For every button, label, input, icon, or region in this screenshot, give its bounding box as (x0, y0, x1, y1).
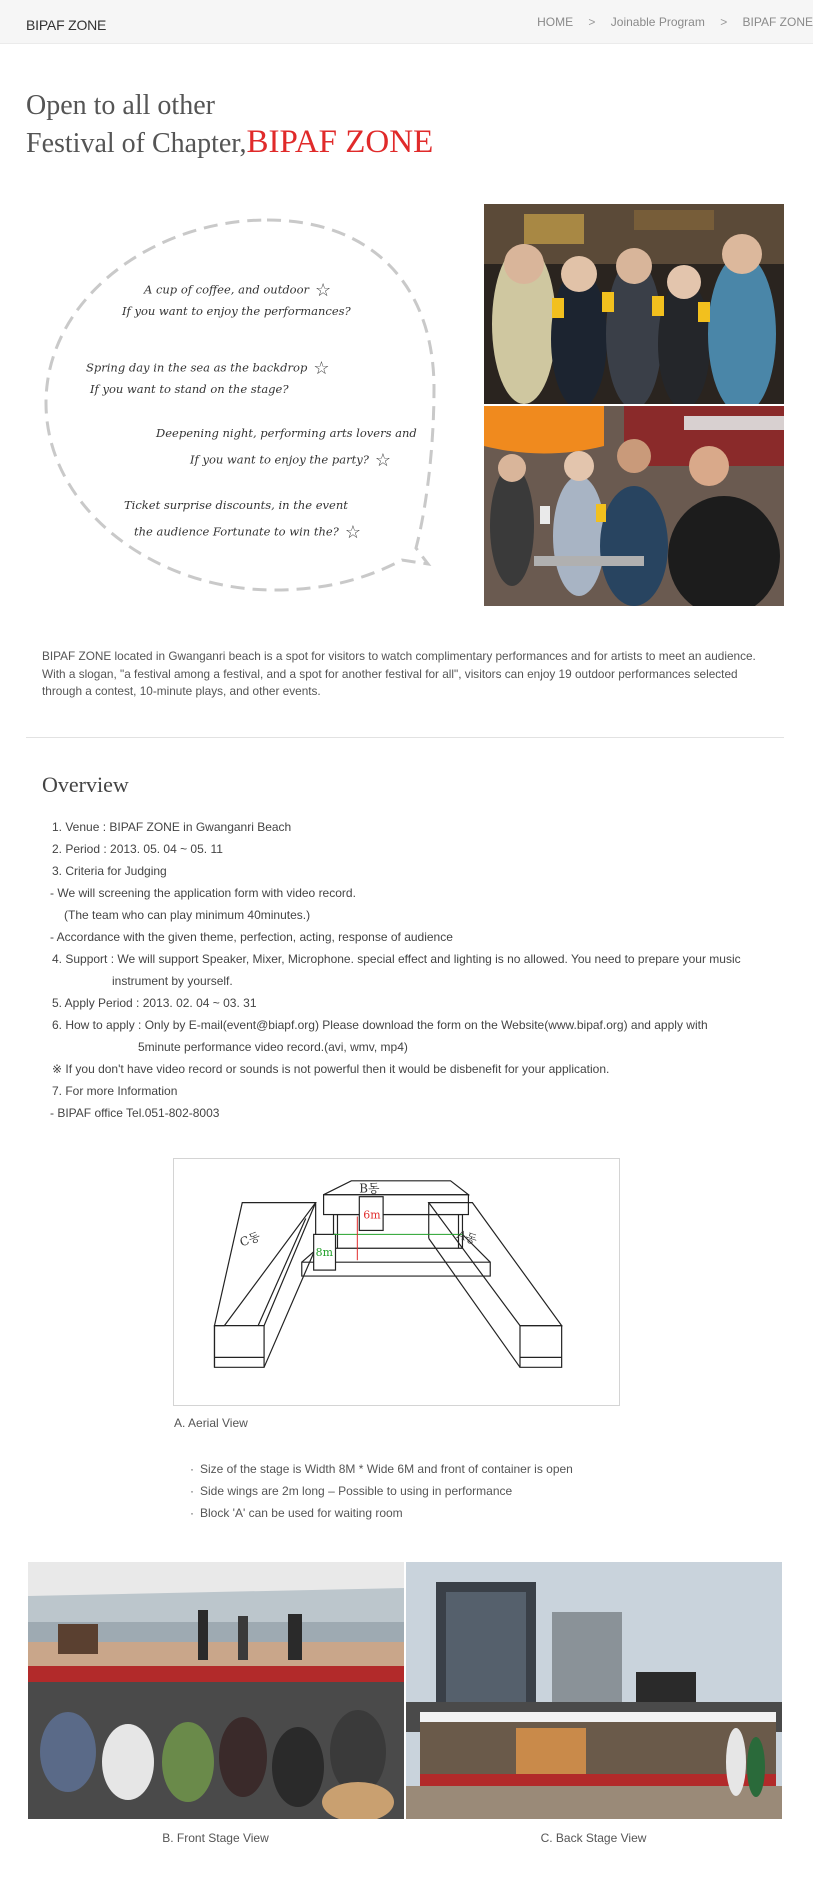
overview-item: 5minute performance video record.(avi, wmv, mp4) (138, 1040, 408, 1054)
stage-diagram (174, 1159, 619, 1405)
headline-line-2-text: Festival of Chapter, (26, 128, 247, 159)
star-icon: ☆ (313, 358, 330, 379)
bubble-line-5: Deepening night, performing arts lovers and (156, 426, 417, 440)
block-a-top (429, 1203, 562, 1326)
overview-item: instrument by yourself. (112, 974, 233, 988)
chevron-right-icon: > (720, 15, 728, 29)
aerial-view-diagram (173, 1158, 620, 1406)
top-bar (0, 0, 813, 44)
bubble-line-3 (86, 358, 329, 379)
star-icon: ☆ (344, 522, 361, 543)
bubble-text-6: If you want to enjoy the party? (190, 452, 369, 467)
bubble-text-8: the audience Fortunate to win the? (134, 524, 339, 539)
overview-item: 7. For more Information (52, 1084, 178, 1098)
label-6m: 6m (363, 1208, 381, 1222)
stage-notes (190, 1458, 573, 1524)
bubble-line-6 (190, 450, 391, 471)
aerial-view-caption: A. Aerial View (174, 1416, 248, 1430)
headline-line-1: Open to all other (26, 90, 215, 121)
bubble-line-4: If you want to stand on the stage? (90, 382, 289, 396)
breadcrumb-current[interactable]: BIPAF ZONE (742, 15, 813, 29)
photo-back-stage (406, 1562, 782, 1819)
intro-line-1: BIPAF ZONE located in Gwanganri beach is a spot for visitors to watch complimentary performances and for artists to meet an audience. (42, 649, 756, 663)
stage-note: · Side wings are 2m long – Possible to using in performance (190, 1480, 573, 1502)
overview-item: - BIPAF office Tel.051-802-8003 (50, 1106, 220, 1120)
label-8m: 8m (315, 1246, 333, 1260)
section-divider (26, 737, 784, 738)
block-c-side (214, 1203, 315, 1368)
overview-item: - We will screening the application form with video record. (50, 886, 356, 900)
intro-line-3: through a contest, 10-minute plays, and other events. (42, 684, 321, 698)
bubble-text-1: A cup of coffee, and outdoor (144, 282, 310, 297)
overview-item: 1. Venue : BIPAF ZONE in Gwanganri Beach (52, 820, 292, 834)
intro-paragraph (42, 648, 782, 701)
star-icon: ☆ (315, 280, 332, 301)
overview-item: 3. Criteria for Judging (52, 864, 167, 878)
bubble-line-1 (144, 280, 331, 301)
photo-group-table (484, 406, 784, 606)
headline-accent: BIPAF ZONE (246, 124, 434, 160)
photo-group-coffee (484, 204, 784, 404)
photo-front-stage (28, 1562, 404, 1819)
block-c-top (214, 1203, 315, 1326)
star-icon: ☆ (374, 450, 392, 471)
headline-line-2 (26, 124, 433, 162)
back-stage-caption: C. Back Stage View (540, 1831, 647, 1845)
bubble-text-3: Spring day in the sea as the backdrop (86, 360, 308, 375)
label-a: A동 (455, 1227, 479, 1248)
label-c: C동 (237, 1229, 263, 1250)
breadcrumb (537, 15, 813, 29)
overview-item: ※ If you don't have video record or sounds is not powerful then it would be disbenefit for your application. (52, 1062, 610, 1076)
stage-note: · Block 'A' can be used for waiting room (190, 1502, 573, 1524)
page-headline (26, 88, 433, 162)
speech-bubble (44, 218, 444, 598)
breadcrumb-home[interactable]: HOME (537, 15, 574, 29)
overview-item: - Accordance with the given theme, perfection, acting, response of audience (50, 930, 453, 944)
overview-item: (The team who can play minimum 40minutes.) (64, 908, 311, 922)
bubble-line-7: Ticket surprise discounts, in the event (124, 498, 348, 512)
block-b-top (324, 1181, 469, 1195)
bubble-line-8 (134, 522, 361, 543)
overview-item: 5. Apply Period : 2013. 02. 04 ~ 03. 31 (52, 996, 257, 1010)
intro-line-2: With a slogan, "a festival among a festival, and a spot for another festival for all", visitors can enjoy 19 outdoor performances selected (42, 666, 738, 681)
front-stage-caption: B. Front Stage View (162, 1831, 269, 1845)
overview-item: 2. Period : 2013. 05. 04 ~ 05. 11 (52, 842, 223, 856)
overview-list (52, 816, 782, 1124)
overview-item: 4. Support : We will support Speaker, Mixer, Microphone. special effect and lighting is no allowed. You need to prepare your music (52, 952, 741, 966)
breadcrumb-joinable-program[interactable]: Joinable Program (610, 15, 705, 29)
label-b: B동 (359, 1181, 380, 1196)
brand-title: BIPAF ZONE (26, 17, 107, 33)
bubble-line-2: If you want to enjoy the performances? (122, 304, 351, 318)
overview-item: 6. How to apply : Only by E-mail(event@biapf.org) Please download the form on the Website(www.bipaf.org) and apply with (52, 1018, 708, 1032)
stage-note: · Size of the stage is Width 8M * Wide 6M and front of container is open (190, 1458, 573, 1480)
chevron-right-icon: > (588, 15, 596, 29)
overview-title: Overview (42, 772, 129, 797)
